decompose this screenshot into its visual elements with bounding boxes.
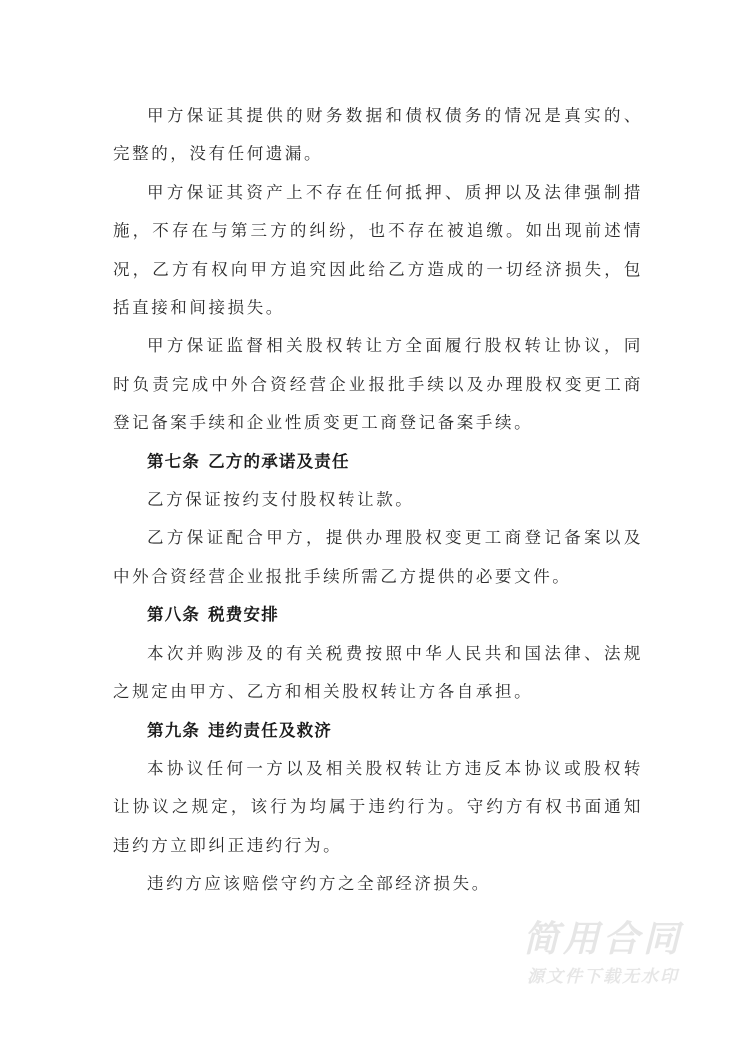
article-9-title: 违约责任及救济	[208, 720, 333, 740]
document-page	[113, 97, 643, 904]
article-8-heading	[113, 596, 643, 634]
article-9-heading	[113, 712, 643, 750]
paragraph-tax-arrangement: 本次并购涉及的有关税费按照中华人民共和国法律、法规之规定由甲方、乙方和相关股权转让方各自承担。	[113, 643, 643, 702]
article-8-title: 税费安排	[208, 605, 279, 625]
article-9-number: 第九条	[147, 720, 201, 740]
watermark	[508, 918, 698, 992]
watermark-brand: 简用合同	[522, 919, 683, 960]
article-7-title: 乙方的承诺及责任	[208, 451, 350, 471]
paragraph-supervision-guarantee: 甲方保证监督相关股权转让方全面履行股权转让协议，同时负责完成中外合资经营企业报批手续以及办理股权变更工商登记备案手续和企业性质变更工商登记备案手续。	[113, 336, 643, 433]
watermark-subtitle: 源文件下载无水印	[527, 967, 679, 987]
paragraph-payment-guarantee: 乙方保证按约支付股权转让款。	[147, 490, 415, 510]
paragraph-cooperation-guarantee: 乙方保证配合甲方，提供办理股权变更工商登记备案以及中外合资经营企业报批手续所需乙方提供的必要文件。	[113, 528, 643, 586]
article-7-heading	[113, 443, 643, 481]
paragraph-breach-compensation: 违约方应该赔偿守约方之全部经济损失。	[147, 874, 491, 894]
article-8-number: 第八条	[147, 605, 201, 625]
paragraph-financial-data-guarantee: 甲方保证其提供的财务数据和债权债务的情况是真实的、完整的，没有任何遗漏。	[113, 106, 643, 164]
paragraph-asset-encumbrance-guarantee: 甲方保证其资产上不存在任何抵押、质押以及法律强制措施，不存在与第三方的纠纷，也不存在被追缴。如出现前述情况，乙方有权向甲方追究因此给乙方造成的一切经济损失，包括直接和间接损失。	[113, 182, 643, 318]
article-7-number: 第七条	[147, 451, 201, 471]
paragraph-breach-definition: 本协议任何一方以及相关股权转让方违反本协议或股权转让协议之规定，该行为均属于违约行为。守约方有权书面通知违约方立即纠正违约行为。	[113, 758, 643, 855]
